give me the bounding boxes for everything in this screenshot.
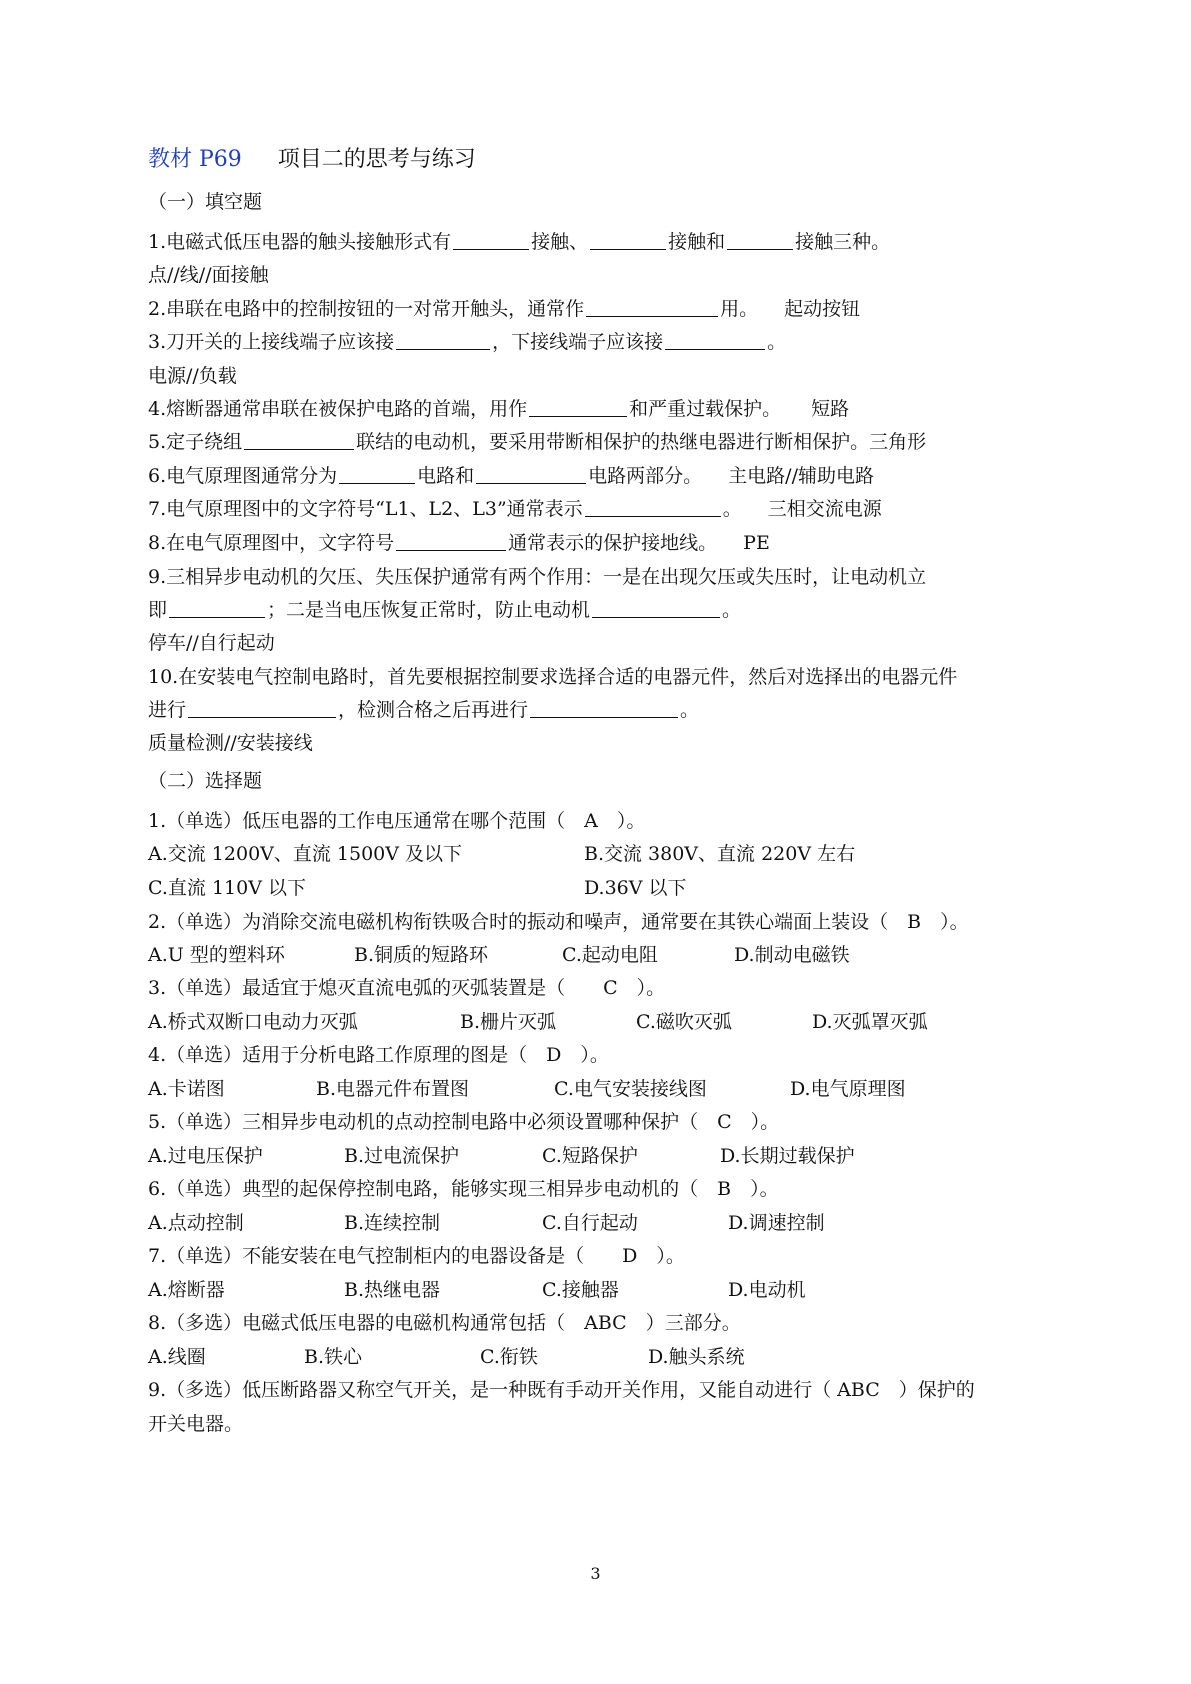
choice-q8-options (148, 1345, 1048, 1369)
option-b: B.铁心 (304, 1346, 363, 1368)
option-c: C.接触器 (542, 1279, 619, 1301)
fill-q5: 5.定子绕组 联结的电动机，要采用带断相保护的热继电器进行断相保护。三角形 (148, 431, 927, 453)
choice-q3: 3.（单选）最适宜于熄灭直流电弧的灭弧装置是（ C ）。 (148, 977, 666, 999)
answer-blank (592, 598, 720, 618)
fill-q8: 8.在电气原理图中，文字符号 通常表示的保护接地线。 PE (148, 532, 770, 554)
fill-q9-line2: 即 ；二是当电压恢复正常时，防止电动机 。 (148, 599, 742, 621)
option-d: D.触头系统 (648, 1346, 745, 1368)
fill-q7: 7.电气原理图中的文字符号“L1、L2、L3”通常表示 。 三相交流电源 (148, 498, 882, 520)
option-d: D.调速控制 (728, 1212, 825, 1234)
option-a: A.熔断器 (148, 1279, 225, 1301)
choice-q1-options-row2 (148, 876, 1048, 900)
option-d: D.长期过载保护 (720, 1145, 855, 1167)
choice-q1-options-row1 (148, 842, 1048, 866)
fill-q2: 2.串联在电路中的控制按钮的一对常开触头，通常作 用。 起动按钮 (148, 298, 861, 320)
fill-heading: （一）填空题 (148, 191, 263, 213)
page-number: 3 (590, 1564, 601, 1583)
choice-q7: 7.（单选）不能安装在电气控制柜内的电器设备是（ D ）。 (148, 1245, 685, 1267)
answer-blank (529, 397, 627, 417)
choice-q8: 8.（多选）电磁式低压电器的电磁机构通常包括（ ABC ）三部分。 (148, 1312, 741, 1334)
fill-q4-answer: 短路 (811, 398, 850, 420)
option-d: D.电动机 (728, 1279, 806, 1301)
answer-blank (665, 330, 765, 350)
option-b: B.热继电器 (344, 1279, 441, 1301)
option-c: C.自行起动 (542, 1212, 638, 1234)
option-b: B.过电流保护 (344, 1145, 460, 1167)
option-d: D.电气原理图 (790, 1078, 906, 1100)
answer-blank (727, 230, 793, 250)
fill-q2-answer: 起动按钮 (784, 298, 861, 320)
fill-q6-answer: 主电路//辅助电路 (728, 465, 874, 487)
answer-blank (590, 230, 666, 250)
fill-q10-line1: 10.在安装电气控制电路时，首先要根据控制要求选择合适的电器元件，然后对选择出的电器元件 (148, 666, 958, 688)
fill-q3: 3.刀开关的上接线端子应该接 ，下接线端子应该接 。 (148, 331, 787, 353)
answer-blank (339, 464, 415, 484)
option-d: D.制动电磁铁 (734, 944, 850, 966)
page-title (148, 142, 476, 173)
option-a: A.线圈 (148, 1346, 206, 1368)
choice-q4: 4.（单选）适用于分析电路工作原理的图是（ D ）。 (148, 1044, 609, 1066)
textbook-reference: 教材 P69 (148, 147, 242, 172)
fill-q8-answer: PE (743, 532, 770, 554)
choice-q1: 1.（单选）低压电器的工作电压通常在哪个范围（ A ）。 (148, 810, 646, 832)
option-a: A.卡诺图 (148, 1078, 225, 1100)
fill-q1: 1.电磁式低压电器的触头接触形式有 接触、 接触和 接触三种。 (148, 231, 891, 253)
answer-blank (396, 531, 506, 551)
choice-q9-line1: 9.（多选）低压断路器又称空气开关，是一种既有手动开关作用，又能自动进行（ ABC ）保护的 (148, 1379, 975, 1401)
fill-q10-answer: 质量检测//安装接线 (148, 732, 313, 754)
choice-q7-options (148, 1278, 1048, 1302)
option-a: A.桥式双断口电动力灭弧 (148, 1011, 358, 1033)
option-a: A.过电压保护 (148, 1145, 263, 1167)
answer-blank (476, 464, 586, 484)
option-b: B.栅片灭弧 (460, 1011, 557, 1033)
option-c: C.短路保护 (542, 1145, 638, 1167)
choice-q9-line2: 开关电器。 (148, 1413, 244, 1435)
option-c: C.衔铁 (480, 1346, 538, 1368)
option-a: A.U 型的塑料环 (148, 944, 285, 966)
choice-q6: 6.（单选）典型的起保停控制电路，能够实现三相异步电动机的（ B ）。 (148, 1178, 779, 1200)
answer-blank (244, 430, 354, 450)
answer-blank (169, 598, 265, 618)
option-a: A.点动控制 (148, 1212, 244, 1234)
fill-q5-answer: 三角形 (869, 431, 927, 453)
option-c: C.磁吹灭弧 (636, 1011, 732, 1033)
option-d: D.灭弧罩灭弧 (812, 1011, 928, 1033)
answer-blank (453, 230, 529, 250)
choice-q5: 5.（单选）三相异步电动机的点动控制电路中必须设置哪种保护（ C ）。 (148, 1111, 780, 1133)
choice-q5-options (148, 1144, 1048, 1168)
fill-q9-answer: 停车//自行起动 (148, 632, 275, 654)
option-b: B.连续控制 (344, 1212, 441, 1234)
choice-q2-options (148, 943, 1048, 967)
choice-q6-options (148, 1211, 1048, 1235)
option-c: C.电气安装接线图 (554, 1078, 707, 1100)
answer-blank (585, 497, 721, 517)
choice-q4-options (148, 1077, 1048, 1101)
answer-blank (530, 698, 678, 718)
fill-q1-answer: 点//线//面接触 (148, 264, 269, 286)
option-b: B.铜质的短路环 (354, 944, 489, 966)
fill-q10-line2: 进行 ，检测合格之后再进行 。 (148, 699, 700, 721)
title-text: 项目二的思考与练习 (277, 147, 476, 172)
choice-q3-options (148, 1010, 1048, 1034)
fill-q7-answer: 三相交流电源 (767, 498, 882, 520)
choice-q2: 2.（单选）为消除交流电磁机构衔铁吸合时的振动和噪声，通常要在其铁心端面上装设（ B ）。 (148, 911, 969, 933)
answer-blank (396, 330, 490, 350)
option-b: B.电器元件布置图 (316, 1078, 470, 1100)
option-c: C.直流 110V 以下 (148, 877, 306, 899)
fill-q3-answer: 电源//负载 (148, 365, 237, 387)
option-d: D.36V 以下 (584, 877, 687, 899)
answer-blank (188, 698, 336, 718)
fill-q4: 4.熔断器通常串联在被保护电路的首端，用作 和严重过载保护。 短路 (148, 398, 850, 420)
answer-blank (586, 297, 718, 317)
option-a: A.交流 1200V、直流 1500V 及以下 (148, 843, 463, 865)
option-b: B.交流 380V、直流 220V 左右 (584, 843, 856, 865)
fill-q6: 6.电气原理图通常分为 电路和 电路两部分。 主电路//辅助电路 (148, 465, 874, 487)
option-c: C.起动电阻 (562, 944, 658, 966)
fill-q9-line1: 9.三相异步电动机的欠压、失压保护通常有两个作用：一是在出现欠压或失压时，让电动机立 (148, 566, 927, 588)
choice-heading: （二）选择题 (148, 770, 263, 792)
